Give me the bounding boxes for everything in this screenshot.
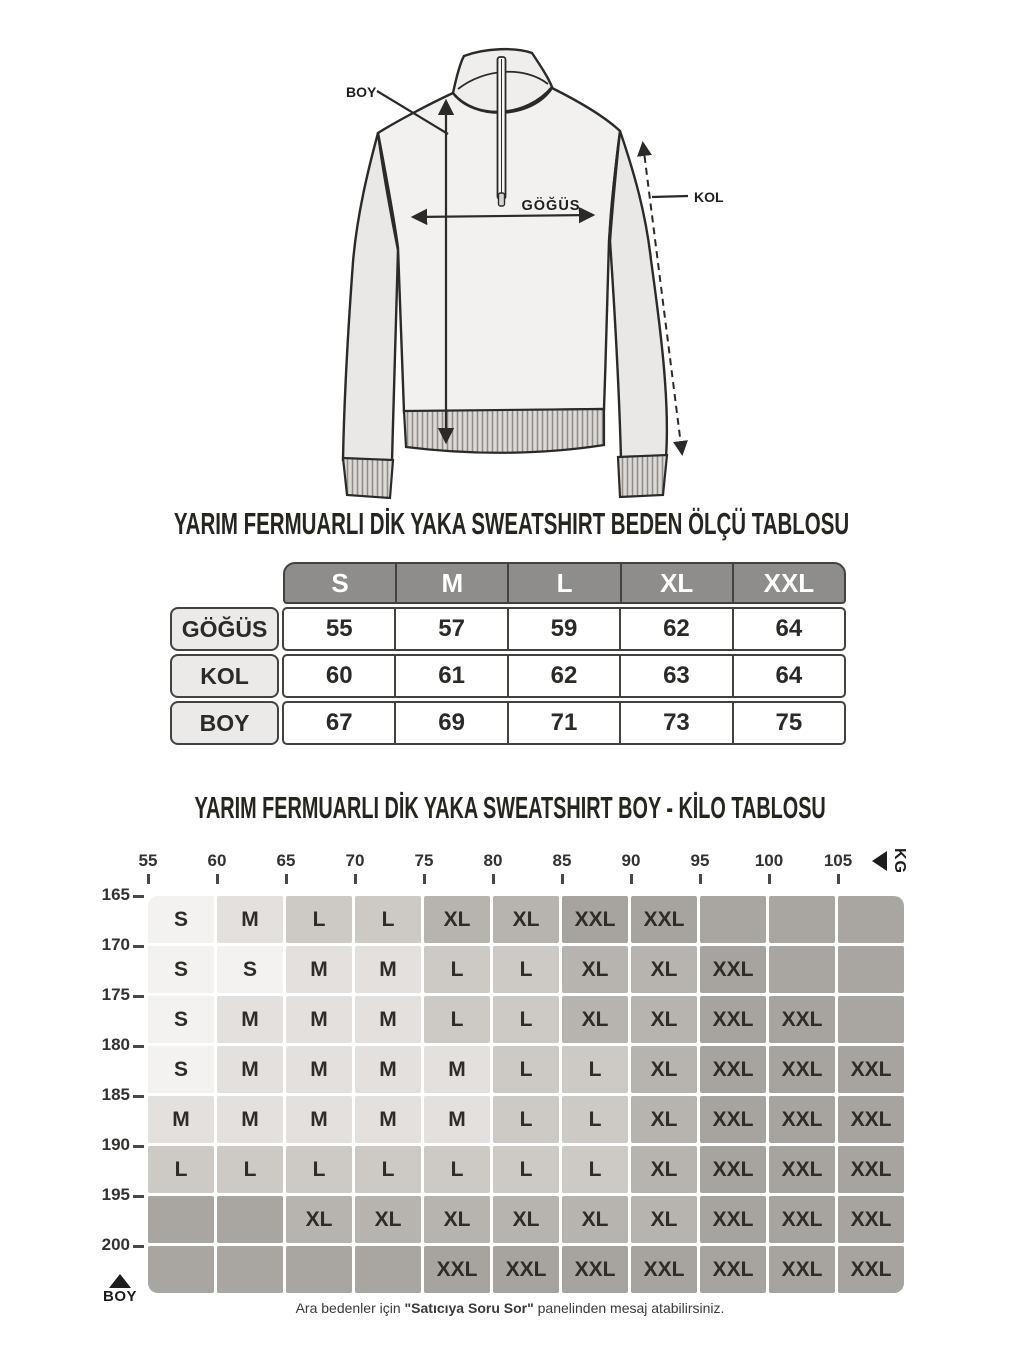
- weight-axis-label: 95: [690, 851, 710, 870]
- measure-value-cell: 57: [394, 609, 506, 649]
- height-axis-tick: [133, 895, 144, 898]
- measure-row-label: KOL: [170, 654, 279, 698]
- grid-cell: M: [286, 946, 352, 993]
- grid-cell: XL: [493, 1196, 559, 1243]
- measure-row-label: BOY: [170, 701, 279, 745]
- grid-cell: M: [355, 996, 421, 1043]
- measure-value-cell: 62: [619, 609, 731, 649]
- grid-cell: M: [286, 1096, 352, 1143]
- measure-value-cell: 69: [394, 703, 506, 743]
- height-axis-tick: [133, 1145, 144, 1148]
- height-axis-tick: [133, 1045, 144, 1048]
- measure-value-cell: 64: [732, 656, 844, 696]
- grid-cell: XL: [631, 1096, 697, 1143]
- grid-cell: XXL: [769, 1196, 835, 1243]
- grid-cell: M: [217, 1046, 283, 1093]
- weight-axis-tick: [630, 874, 633, 884]
- weight-axis-label: 70: [345, 851, 365, 870]
- measure-value-cell: 64: [732, 609, 844, 649]
- height-weight-grid: [148, 896, 904, 1293]
- weight-axis-label: 80: [483, 851, 503, 870]
- grid-cell: L: [355, 1146, 421, 1193]
- weight-axis-tick: [768, 874, 771, 884]
- diagram-label-boy: BOY: [346, 84, 377, 100]
- grid-cell: M: [424, 1046, 490, 1093]
- kg-arrow-icon: [872, 851, 887, 871]
- grid-cell: XL: [631, 996, 697, 1043]
- measure-row-label: GÖĞÜS: [170, 607, 279, 651]
- measure-value-cell: 62: [507, 656, 619, 696]
- grid-cell: XL: [631, 1046, 697, 1093]
- grid-cell: L: [286, 896, 352, 943]
- measure-value-cell: 71: [507, 703, 619, 743]
- grid-cell: [838, 896, 904, 943]
- grid-cell: XXL: [562, 1246, 628, 1293]
- grid-cell: XXL: [769, 1146, 835, 1193]
- weight-axis-tick: [285, 874, 288, 884]
- weight-axis-tick: [147, 874, 150, 884]
- grid-cell: S: [148, 1046, 214, 1093]
- grid-cell: M: [355, 946, 421, 993]
- measure-value-cell: 67: [325, 709, 353, 736]
- measure-value-cell: 59: [507, 609, 619, 649]
- grid-cell: [838, 996, 904, 1043]
- grid-cell: [700, 896, 766, 943]
- grid-cell: XL: [562, 996, 628, 1043]
- grid-cell: XXL: [769, 1246, 835, 1293]
- grid-cell: XXL: [424, 1246, 490, 1293]
- footer-text-bold: "Satıcıya Soru Sor": [404, 1300, 534, 1316]
- grid-cell: L: [493, 946, 559, 993]
- height-axis-label: 200: [101, 1235, 130, 1254]
- weight-axis-tick: [699, 874, 702, 884]
- height-axis-tick: [133, 1245, 144, 1248]
- grid-cell: L: [562, 1146, 628, 1193]
- height-axis-label: 175: [101, 985, 130, 1004]
- grid-cell: L: [493, 1046, 559, 1093]
- grid-cell: L: [424, 1146, 490, 1193]
- height-axis-label: 190: [101, 1135, 130, 1154]
- height-axis-label: 185: [101, 1085, 130, 1104]
- height-axis-label: 165: [101, 885, 130, 904]
- height-axis-tick: [133, 1095, 144, 1098]
- grid-cell: XL: [562, 1196, 628, 1243]
- weight-axis-label: 55: [138, 851, 158, 870]
- grid-cell: [838, 946, 904, 993]
- height-axis-label: 195: [101, 1185, 130, 1204]
- weight-axis-tick: [837, 874, 840, 884]
- measure-value-cell: 60: [325, 662, 353, 689]
- grid-cell: S: [148, 896, 214, 943]
- height-axis-label: 180: [101, 1035, 130, 1054]
- size-column-header: S: [331, 567, 349, 598]
- grid-cell: XXL: [493, 1246, 559, 1293]
- height-axis-tick: [133, 995, 144, 998]
- grid-cell: M: [217, 996, 283, 1043]
- grid-cell: L: [493, 996, 559, 1043]
- weight-axis-label: 85: [552, 851, 572, 870]
- grid-cell: XXL: [700, 1246, 766, 1293]
- measure-value-cell: 55: [325, 615, 353, 642]
- size-column-header: M: [395, 564, 507, 602]
- grid-cell: M: [355, 1046, 421, 1093]
- grid-cell: XXL: [838, 1196, 904, 1243]
- size-column-header: XXL: [732, 564, 844, 602]
- kg-axis-label: KG: [891, 848, 908, 874]
- footer-note: [0, 1300, 1020, 1316]
- height-axis-label: 170: [101, 935, 130, 954]
- weight-axis-label: 105: [823, 851, 853, 870]
- diagram-label-kol: KOL: [694, 189, 724, 205]
- grid-cell: L: [424, 996, 490, 1043]
- size-column-header: L: [507, 564, 619, 602]
- weight-axis-tick: [354, 874, 357, 884]
- grid-cell: [148, 1246, 214, 1293]
- grid-cell: [769, 946, 835, 993]
- grid-cell: XXL: [631, 1246, 697, 1293]
- kg-axis-marker: [872, 848, 912, 874]
- weight-axis-label: 90: [621, 851, 641, 870]
- grid-cell: M: [424, 1096, 490, 1143]
- boy-axis-label: BOY: [102, 1288, 137, 1305]
- weight-axis-label: 100: [754, 851, 784, 870]
- height-weight-table-title: YARIM FERMUARLI DİK YAKA SWEATSHIRT BOY - KİLO TABLOSU: [194, 790, 826, 825]
- grid-cell: M: [217, 896, 283, 943]
- grid-cell: XL: [631, 946, 697, 993]
- grid-cell: L: [493, 1146, 559, 1193]
- grid-cell: XXL: [838, 1046, 904, 1093]
- grid-cell: S: [148, 946, 214, 993]
- grid-cell: XL: [493, 896, 559, 943]
- grid-cell: S: [148, 996, 214, 1043]
- measure-value-cell: 75: [732, 703, 844, 743]
- footer-text-prefix: Ara bedenler için: [295, 1300, 405, 1316]
- grid-cell: XXL: [769, 996, 835, 1043]
- grid-cell: M: [286, 996, 352, 1043]
- grid-cell: L: [355, 896, 421, 943]
- grid-cell: XL: [562, 946, 628, 993]
- grid-cell: XXL: [769, 1046, 835, 1093]
- grid-cell: XXL: [700, 1096, 766, 1143]
- grid-cell: XL: [286, 1196, 352, 1243]
- weight-axis-tick: [216, 874, 219, 884]
- weight-axis-tick: [492, 874, 495, 884]
- grid-cell: XXL: [700, 1196, 766, 1243]
- grid-cell: XL: [355, 1196, 421, 1243]
- grid-cell: L: [217, 1146, 283, 1193]
- boy-arrow-icon: [109, 1274, 131, 1288]
- grid-cell: [217, 1196, 283, 1243]
- weight-axis-tick: [423, 874, 426, 884]
- grid-cell: L: [286, 1146, 352, 1193]
- grid-cell: M: [217, 1096, 283, 1143]
- measure-value-cell: 73: [619, 703, 731, 743]
- grid-cell: [217, 1246, 283, 1293]
- grid-cell: XXL: [838, 1146, 904, 1193]
- height-axis-tick: [133, 1195, 144, 1198]
- grid-cell: L: [424, 946, 490, 993]
- measure-value-cell: 63: [619, 656, 731, 696]
- grid-cell: XXL: [562, 896, 628, 943]
- grid-cell: L: [148, 1146, 214, 1193]
- footer-text-suffix: panelinden mesaj atabilirsiniz.: [533, 1300, 725, 1316]
- weight-axis-label: 60: [207, 851, 227, 870]
- grid-cell: M: [355, 1096, 421, 1143]
- size-column-header: XL: [620, 564, 732, 602]
- height-axis-tick: [133, 945, 144, 948]
- grid-cell: XXL: [700, 1146, 766, 1193]
- grid-cell: XXL: [769, 1096, 835, 1143]
- grid-cell: XXL: [838, 1246, 904, 1293]
- grid-cell: S: [217, 946, 283, 993]
- grid-cell: M: [148, 1096, 214, 1143]
- grid-cell: XL: [631, 1146, 697, 1193]
- size-table-title: YARIM FERMUARLI DİK YAKA SWEATSHIRT BEDEN ÖLÇÜ TABLOSU: [173, 506, 850, 541]
- weight-axis-tick: [561, 874, 564, 884]
- grid-cell: L: [562, 1046, 628, 1093]
- grid-cell: XXL: [631, 896, 697, 943]
- grid-cell: XXL: [838, 1096, 904, 1143]
- grid-cell: [769, 896, 835, 943]
- grid-cell: XL: [424, 896, 490, 943]
- grid-cell: XXL: [700, 996, 766, 1043]
- grid-cell: XXL: [700, 946, 766, 993]
- measure-value-cell: 61: [394, 656, 506, 696]
- grid-cell: [355, 1246, 421, 1293]
- grid-cell: M: [286, 1046, 352, 1093]
- grid-cell: XXL: [700, 1046, 766, 1093]
- grid-cell: L: [493, 1096, 559, 1143]
- grid-cell: L: [562, 1096, 628, 1143]
- grid-cell: [148, 1196, 214, 1243]
- diagram-label-gogus: GÖĞÜS: [521, 198, 581, 214]
- grid-cell: [286, 1246, 352, 1293]
- weight-axis-label: 65: [276, 851, 296, 870]
- grid-cell: XL: [424, 1196, 490, 1243]
- weight-axis-label: 75: [414, 851, 434, 870]
- grid-cell: XL: [631, 1196, 697, 1243]
